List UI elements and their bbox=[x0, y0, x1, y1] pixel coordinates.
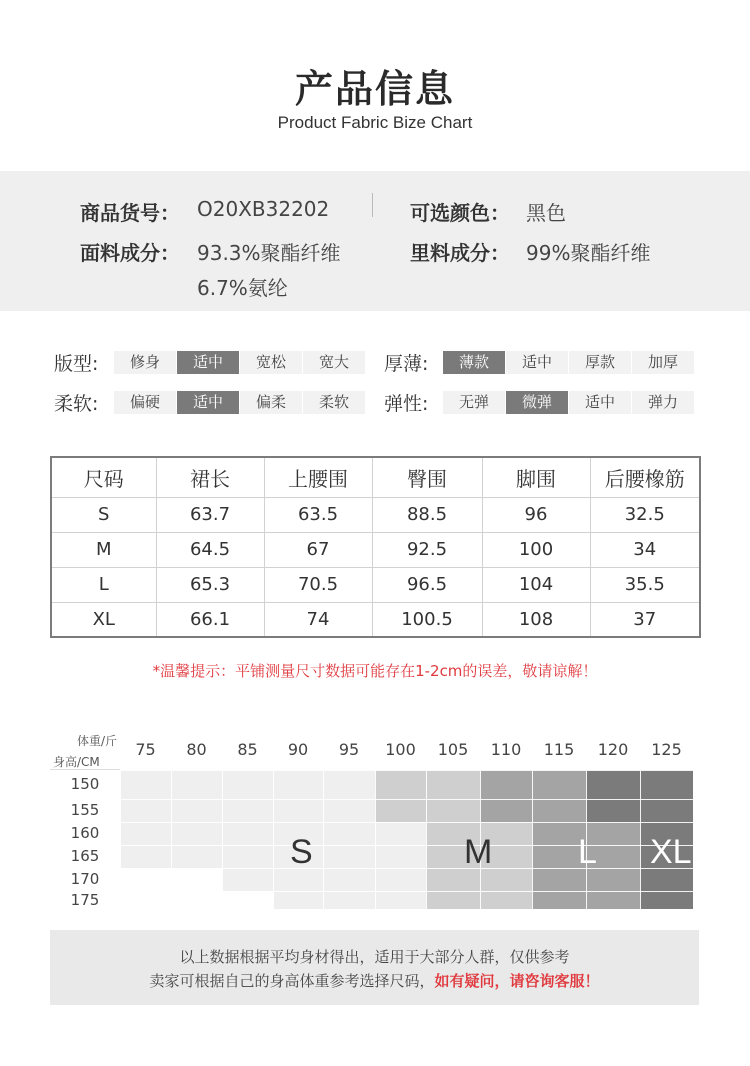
grid-line bbox=[640, 770, 641, 909]
height-axis-label: 身高/CM bbox=[53, 755, 100, 769]
weight-column-header: 90 bbox=[287, 740, 309, 759]
height-row-header: 175 bbox=[70, 891, 100, 909]
fit-cell bbox=[222, 822, 273, 845]
grid-corner bbox=[50, 729, 120, 770]
softness-option: 偏柔 bbox=[240, 391, 302, 414]
weight-axis-label: 体重/斤 bbox=[77, 734, 118, 748]
elasticity-label: 弹性: bbox=[384, 393, 429, 415]
thickness-option: 薄款 bbox=[443, 351, 505, 374]
fit-cell bbox=[586, 891, 640, 909]
fit-cell bbox=[640, 891, 693, 909]
fit-cell bbox=[426, 770, 480, 799]
item-number-label: 商品货号： bbox=[80, 201, 180, 225]
fit-grid bbox=[50, 729, 699, 909]
grid-line bbox=[120, 770, 693, 771]
fabric-label: 面料成分： bbox=[80, 241, 180, 265]
fit-cell bbox=[120, 868, 171, 891]
fit-cell bbox=[171, 845, 222, 868]
fit-cell bbox=[171, 770, 222, 799]
size-header-cell: 尺码 bbox=[51, 457, 156, 497]
size-cell: 96 bbox=[482, 497, 590, 532]
fit-option: 宽松 bbox=[240, 351, 302, 374]
size-cell: 63.5 bbox=[264, 497, 372, 532]
softness-option: 适中 bbox=[177, 391, 239, 414]
elasticity-option: 弹力 bbox=[632, 391, 694, 414]
grid-line bbox=[532, 770, 533, 909]
footer-line-2 bbox=[50, 970, 699, 991]
fit-cell bbox=[273, 770, 323, 799]
fit-cell bbox=[426, 799, 480, 822]
size-cell: 37 bbox=[590, 602, 700, 637]
fit-cell bbox=[375, 822, 426, 845]
footer-line-1: 以上数据根据平均身材得出，适用于大部分人群，仅供参考 bbox=[179, 948, 570, 966]
size-cell: 63.7 bbox=[156, 497, 264, 532]
thickness-label: 厚薄: bbox=[384, 353, 429, 375]
fit-cell bbox=[375, 868, 426, 891]
fit-cell bbox=[323, 845, 375, 868]
fit-cell bbox=[323, 891, 375, 909]
table-row bbox=[51, 497, 700, 532]
color-label: 可选颜色： bbox=[410, 201, 510, 225]
fit-option: 宽大 bbox=[303, 351, 365, 374]
size-header-cell: 上腰围 bbox=[264, 457, 372, 497]
size-cell: 88.5 bbox=[372, 497, 482, 532]
height-row-header: 160 bbox=[70, 824, 100, 842]
fit-cell bbox=[222, 770, 273, 799]
thickness-option: 适中 bbox=[506, 351, 568, 374]
grid-line bbox=[323, 770, 324, 909]
fit-cell bbox=[120, 770, 171, 799]
size-cell: 65.3 bbox=[156, 567, 264, 602]
fit-cell bbox=[375, 770, 426, 799]
weight-column-header: 120 bbox=[597, 740, 629, 759]
size-cell: 96.5 bbox=[372, 567, 482, 602]
fit-cell bbox=[375, 845, 426, 868]
color-value: 黑色 bbox=[526, 201, 566, 225]
weight-column-header: 85 bbox=[237, 740, 258, 759]
weight-column-header: 105 bbox=[437, 740, 469, 759]
grid-line bbox=[171, 770, 172, 909]
size-cell: 108 bbox=[482, 602, 590, 637]
size-cell: 67 bbox=[264, 532, 372, 567]
table-row bbox=[51, 532, 700, 567]
weight-column-header: 80 bbox=[186, 740, 207, 759]
grid-line bbox=[120, 822, 693, 823]
fit-cell bbox=[120, 891, 171, 909]
grid-line bbox=[426, 770, 427, 909]
fit-cell bbox=[480, 799, 532, 822]
grid-line bbox=[273, 770, 274, 909]
fit-cell bbox=[640, 799, 693, 822]
table-row bbox=[51, 567, 700, 602]
weight-column-header: 115 bbox=[543, 740, 575, 759]
elasticity-option: 无弹 bbox=[443, 391, 505, 414]
size-zone-label: M bbox=[464, 833, 493, 871]
item-number-value: O20XB32202 bbox=[197, 197, 330, 221]
size-cell: 34 bbox=[590, 532, 700, 567]
size-cell: 100 bbox=[482, 532, 590, 567]
fit-cell bbox=[323, 770, 375, 799]
size-zone-label: XL bbox=[650, 833, 692, 871]
weight-column-header: 95 bbox=[338, 740, 360, 759]
footer-contact-highlight: 如有疑问，请咨询客服！ bbox=[434, 972, 600, 990]
elasticity-option: 适中 bbox=[569, 391, 631, 414]
fit-cell bbox=[273, 799, 323, 822]
fit-cell bbox=[273, 891, 323, 909]
fit-cell bbox=[222, 845, 273, 868]
fit-cell bbox=[426, 891, 480, 909]
softness-option: 柔软 bbox=[303, 391, 365, 414]
size-header-cell: 裙长 bbox=[156, 457, 264, 497]
grid-line bbox=[120, 799, 693, 800]
fit-option: 修身 bbox=[114, 351, 176, 374]
height-row-header: 155 bbox=[70, 801, 100, 819]
size-zone-label: S bbox=[290, 833, 313, 871]
size-zone-label: L bbox=[578, 833, 597, 871]
size-table-header-row bbox=[51, 457, 700, 497]
grid-line bbox=[222, 770, 223, 909]
product-info-panel bbox=[0, 171, 750, 311]
weight-column-header: 100 bbox=[385, 740, 416, 759]
size-cell: 66.1 bbox=[156, 602, 264, 637]
height-row-header: 170 bbox=[70, 870, 100, 888]
fabric-value-2: 6.7%氨纶 bbox=[197, 276, 288, 300]
fit-cell bbox=[375, 891, 426, 909]
fit-cell bbox=[222, 799, 273, 822]
fit-cell bbox=[532, 799, 586, 822]
fit-cell bbox=[120, 799, 171, 822]
fit-label: 版型: bbox=[54, 353, 99, 375]
grid-line bbox=[375, 770, 376, 909]
height-row-header: 165 bbox=[70, 847, 100, 865]
size-cell: 35.5 bbox=[590, 567, 700, 602]
fit-cell bbox=[586, 770, 640, 799]
measurement-notice: *温馨提示：平铺测量尺寸数据可能存在1-2cm的误差，敬请谅解！ bbox=[152, 662, 598, 680]
weight-column-header: 75 bbox=[135, 740, 156, 759]
size-cell: 32.5 bbox=[590, 497, 700, 532]
fit-cell bbox=[222, 868, 273, 891]
page-title: 产品信息 bbox=[294, 67, 455, 111]
softness-label: 柔软: bbox=[54, 393, 99, 415]
size-header-cell: 臀围 bbox=[372, 457, 482, 497]
fit-cell bbox=[480, 770, 532, 799]
fit-cell bbox=[171, 822, 222, 845]
thickness-option: 加厚 bbox=[632, 351, 694, 374]
fit-cell bbox=[586, 799, 640, 822]
fit-cell bbox=[480, 891, 532, 909]
table-row bbox=[51, 602, 700, 637]
fit-cell bbox=[222, 891, 273, 909]
size-cell: 104 bbox=[482, 567, 590, 602]
size-table bbox=[50, 456, 701, 638]
fit-cell bbox=[171, 868, 222, 891]
size-cell: 92.5 bbox=[372, 532, 482, 567]
grid-line bbox=[120, 770, 121, 909]
fit-cell bbox=[323, 868, 375, 891]
size-cell: 64.5 bbox=[156, 532, 264, 567]
size-cell: S bbox=[51, 497, 156, 532]
elasticity-option: 微弹 bbox=[506, 391, 568, 414]
fit-cell bbox=[532, 891, 586, 909]
size-cell: 74 bbox=[264, 602, 372, 637]
grid-line bbox=[693, 770, 694, 909]
fit-cell bbox=[532, 770, 586, 799]
weight-column-header: 125 bbox=[651, 740, 682, 759]
fit-cell bbox=[171, 891, 222, 909]
size-header-cell: 脚围 bbox=[482, 457, 590, 497]
grid-line bbox=[120, 909, 693, 910]
thickness-option: 厚款 bbox=[569, 351, 631, 374]
fit-cell bbox=[120, 845, 171, 868]
fit-cell bbox=[640, 770, 693, 799]
fit-option: 适中 bbox=[177, 351, 239, 374]
weight-column-header: 110 bbox=[490, 740, 522, 759]
size-header-cell: 后腰橡筋 bbox=[590, 457, 700, 497]
footer-note bbox=[50, 930, 699, 1005]
grid-line bbox=[120, 845, 693, 846]
lining-label: 里料成分： bbox=[410, 241, 510, 265]
grid-line bbox=[120, 868, 693, 869]
fabric-value-1: 93.3%聚酯纤维 bbox=[197, 241, 341, 265]
size-cell: L bbox=[51, 567, 156, 602]
info-divider bbox=[372, 193, 373, 217]
size-cell: XL bbox=[51, 602, 156, 637]
fit-cell bbox=[375, 799, 426, 822]
page-subtitle: Product Fabric Bize Chart bbox=[277, 113, 473, 132]
size-cell: 100.5 bbox=[372, 602, 482, 637]
fit-cell bbox=[323, 799, 375, 822]
grid-line bbox=[120, 891, 693, 892]
fit-cell bbox=[171, 799, 222, 822]
size-cell: 70.5 bbox=[264, 567, 372, 602]
footer-line-2-text: 卖家可根据自己的身高体重参考选择尺码， bbox=[149, 972, 435, 990]
softness-option: 偏硬 bbox=[114, 391, 176, 414]
fit-cell bbox=[120, 822, 171, 845]
lining-value: 99%聚酯纤维 bbox=[526, 241, 651, 265]
fit-cell bbox=[323, 822, 375, 845]
height-row-header: 150 bbox=[70, 775, 100, 793]
size-cell: M bbox=[51, 532, 156, 567]
